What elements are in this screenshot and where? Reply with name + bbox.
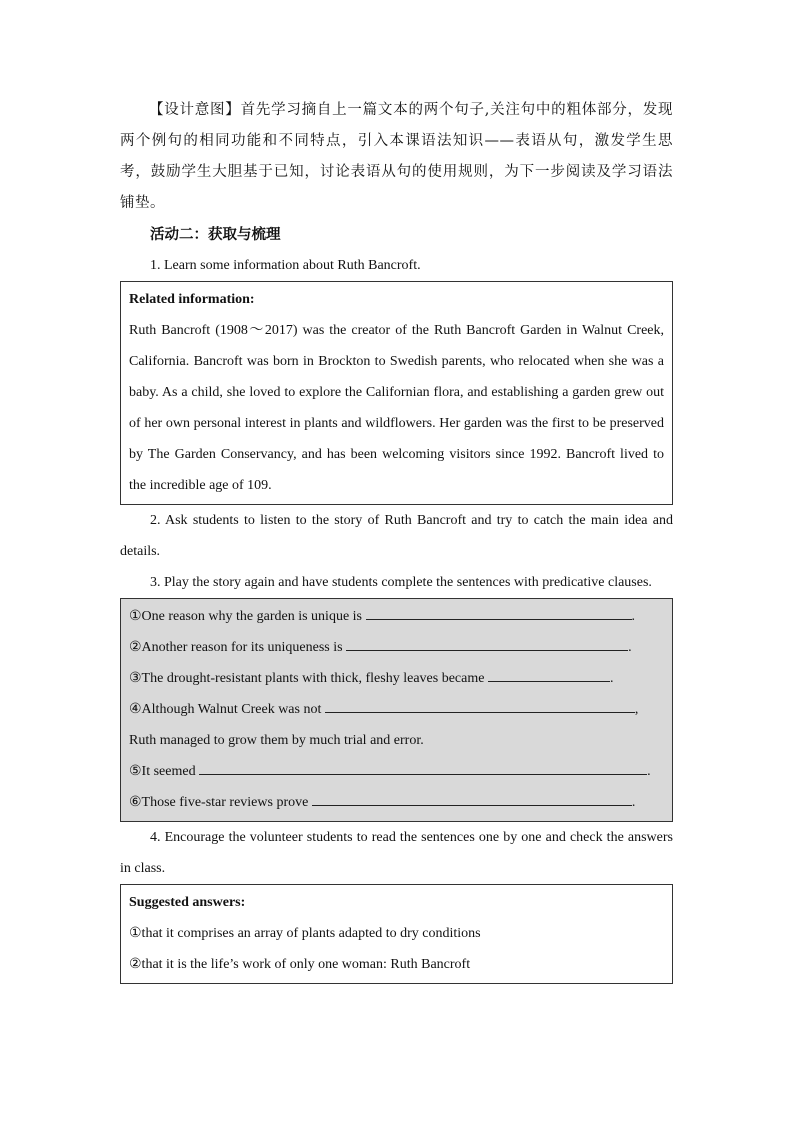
answer-blank-4[interactable] xyxy=(325,700,635,713)
answer-blank-6[interactable] xyxy=(312,793,632,806)
suggested-answers-title: Suggested answers: xyxy=(129,895,246,910)
sentence-2: ②Another reason for its uniqueness is . xyxy=(129,640,632,655)
design-intent-paragraph xyxy=(120,95,673,219)
answer-blank-2[interactable] xyxy=(346,638,628,651)
design-intent-text: 首先学习摘自上一篇文本的两个句子,关注句中的粗体部分，发现两个例句的相同功能和不同特点，引入本课语法知识——表语从句，激发学生思考，鼓励学生大胆基于已知，讨论表语从句的使用规则，为下一步阅读及学习语法铺垫。 xyxy=(120,102,674,211)
suggested-answers-box xyxy=(120,884,673,984)
sentence-4: ④Although Walnut Creek was not , xyxy=(129,702,639,717)
suggested-answer-1: ①that it comprises an array of plants adapted to dry conditions xyxy=(129,926,481,941)
answer-blank-3[interactable] xyxy=(488,669,610,682)
sentence-6: ⑥Those five-star reviews prove . xyxy=(129,795,636,810)
sentence-3: ③The drought-resistant plants with thick, fleshy leaves became . xyxy=(129,671,614,686)
sentence-1: ①One reason why the garden is unique is . xyxy=(129,609,635,624)
suggested-answer-2: ②that it is the life’s work of only one woman: Ruth Bancroft xyxy=(129,957,471,972)
answer-blank-1[interactable] xyxy=(366,607,632,620)
document-page xyxy=(120,95,673,984)
step-2: 2. Ask students to listen to the story of Ruth Bancroft and try to catch the main idea and details. xyxy=(120,513,673,559)
related-information-body: Ruth Bancroft (1908～2017) was the creator of the Ruth Bancroft Garden in Walnut Creek, California. Bancroft was born in Brockton to Swedish parents, who relocated when she was a baby. As a child, she loved to explore the Californian flora, and establishing a garden grew out of her own personal interest in plants and wildflowers. Her garden was the first to be preserved by The Garden Conservancy, and has been welcoming visitors since 1992. Bancroft lived to the incredible age of 109. xyxy=(129,323,664,493)
step-3: 3. Play the story again and have students complete the sentences with predicative clauses. xyxy=(150,575,652,590)
sentence-completion-box xyxy=(120,598,673,822)
activity-title: 活动二：获取与梳理 xyxy=(150,226,281,243)
sentence-4-continued: Ruth managed to grow them by much trial and error. xyxy=(129,733,424,748)
step-1: 1. Learn some information about Ruth Bancroft. xyxy=(150,258,421,273)
sentence-5: ⑤It seemed . xyxy=(129,764,651,779)
answer-blank-5[interactable] xyxy=(199,762,647,775)
related-information-box xyxy=(120,281,673,505)
related-information-title: Related information: xyxy=(129,292,255,307)
step-4: 4. Encourage the volunteer students to read the sentences one by one and check the answers in class. xyxy=(120,830,673,876)
design-intent-label: 【设计意图】 xyxy=(149,102,241,118)
